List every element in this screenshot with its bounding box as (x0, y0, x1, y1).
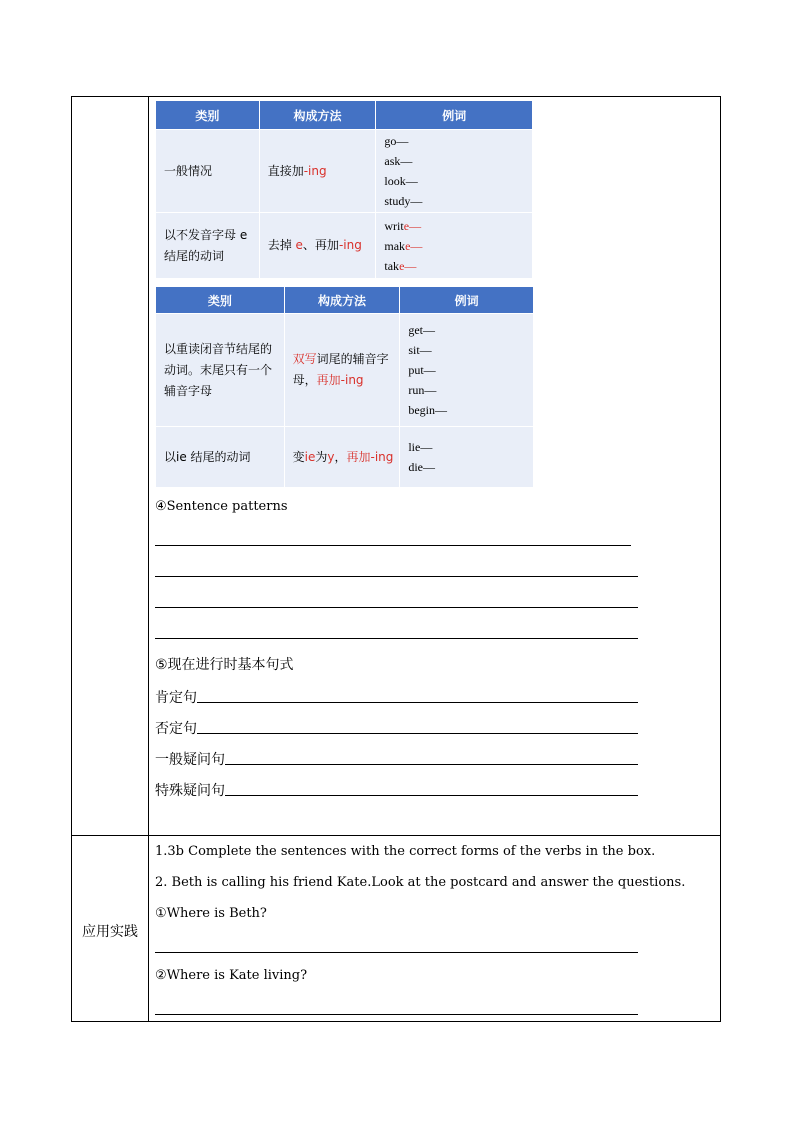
answer-line[interactable] (155, 545, 631, 546)
example-word (384, 171, 532, 191)
row-divider (72, 835, 720, 836)
example-stem: die (408, 460, 423, 474)
answer-line[interactable] (155, 607, 638, 608)
exercise-2: 2. Beth is calling his friend Kate.Look at the postcard and answer the questions. (155, 875, 686, 890)
example-dash: — (405, 174, 418, 188)
general-question-label: 一般疑问句 (155, 752, 225, 768)
example-word (408, 340, 533, 360)
category-cell: 一般情况 (156, 130, 260, 213)
negative-answer-line[interactable] (197, 733, 638, 734)
table-row (156, 130, 533, 213)
example-dash: — (409, 218, 422, 233)
example-dash: — (424, 383, 437, 397)
table-row (156, 314, 534, 427)
method-text: 去掉 (267, 238, 296, 252)
method-text: 直接加 (267, 163, 304, 178)
example-dash: — (396, 134, 409, 148)
example-word (408, 320, 533, 340)
example-stem: go (384, 134, 397, 148)
example-word (384, 256, 532, 276)
method-text: 变 (292, 449, 305, 464)
example-word (408, 400, 533, 420)
sentence-patterns-heading: ④Sentence patterns (155, 499, 288, 514)
category-cell: 以不发音字母 e 结尾的动词 (156, 213, 260, 279)
example-dash: — (420, 440, 433, 454)
example-stem: get (408, 323, 423, 337)
example-word (408, 360, 533, 380)
affirmative-label: 肯定句 (155, 690, 197, 706)
method-text: 再加-ing (346, 449, 394, 464)
ing-rules-table-2 (155, 286, 534, 488)
example-word (408, 457, 533, 477)
examples-cell (400, 427, 534, 488)
table-row (156, 427, 534, 488)
example-dash: — (435, 403, 447, 417)
method-cell (259, 130, 376, 213)
column-divider (148, 97, 149, 1021)
answer-line[interactable] (155, 576, 638, 577)
example-ending: e (405, 238, 411, 253)
example-stem: ask (384, 154, 401, 168)
exercise-1: 1.3b Complete the sentences with the correct forms of the verbs in the box. (155, 844, 656, 859)
header-examples: 例词 (376, 101, 533, 130)
general-question-answer-line[interactable] (225, 764, 638, 765)
question-1: ①Where is Beth? (155, 906, 267, 921)
answer-line[interactable] (155, 638, 638, 639)
example-dash: — (410, 238, 423, 253)
method-text: ie (304, 449, 316, 464)
example-dash: — (423, 323, 435, 337)
method-text: -ing (338, 238, 362, 252)
example-dash: — (423, 363, 436, 377)
question-2: ②Where is Kate living? (155, 968, 308, 983)
example-word (384, 131, 532, 151)
method-text: 、再加 (302, 238, 339, 252)
header-method: 构成方法 (259, 101, 376, 130)
header-category: 类别 (156, 287, 285, 314)
method-text: 再加-ing (316, 373, 364, 387)
basic-patterns-heading: ⑤现在进行时基本句式 (155, 657, 294, 673)
examples-cell (376, 213, 533, 279)
example-stem: run (408, 383, 425, 397)
example-stem: tak (384, 258, 400, 273)
header-examples: 例词 (400, 287, 534, 314)
example-stem: put (408, 363, 424, 377)
examples-cell (376, 130, 533, 213)
example-dash: — (404, 258, 417, 273)
header-method: 构成方法 (284, 287, 400, 314)
examples-cell (400, 314, 534, 427)
negative-label: 否定句 (155, 721, 197, 737)
example-dash: — (410, 194, 423, 208)
example-stem: study (384, 194, 411, 208)
example-word (384, 236, 532, 256)
example-word (408, 437, 533, 457)
category-cell: 以ie 结尾的动词 (156, 427, 285, 488)
affirmative-answer-line[interactable] (197, 702, 638, 703)
method-cell (284, 314, 400, 427)
method-text: y (327, 449, 335, 464)
apply-practice-label: 应用实践 (82, 924, 138, 940)
example-stem: writ (384, 218, 404, 233)
example-word (384, 151, 532, 171)
method-cell (259, 213, 376, 279)
example-dash: — (419, 343, 432, 357)
question-1-answer-line[interactable] (155, 952, 638, 953)
method-text: ， (334, 449, 347, 464)
special-question-answer-line[interactable] (225, 795, 638, 796)
example-stem: mak (384, 238, 406, 253)
example-word (384, 216, 532, 236)
special-question-label: 特殊疑问句 (155, 783, 225, 799)
method-text: e (295, 238, 303, 252)
table-row (156, 213, 533, 279)
example-ending: e (403, 218, 410, 233)
method-cell (284, 427, 400, 488)
category-cell: 以重读闭音节结尾的动词。末尾只有一个辅音字母 (156, 314, 285, 427)
example-stem: look (384, 174, 406, 188)
example-word (408, 380, 533, 400)
example-dash: — (423, 460, 435, 474)
example-stem: lie (408, 440, 421, 454)
example-dash: — (400, 154, 413, 168)
method-text: -ing (303, 163, 327, 178)
example-stem: sit (408, 343, 420, 357)
method-text: 词尾的辅音字母， (292, 352, 389, 387)
method-text: 双写 (292, 352, 317, 366)
method-text: 为 (315, 449, 328, 464)
example-stem: begin (408, 403, 435, 417)
question-2-answer-line[interactable] (155, 1014, 638, 1015)
header-category: 类别 (156, 101, 260, 130)
example-ending: e (399, 258, 405, 273)
ing-rules-table-1 (155, 100, 533, 279)
example-word (384, 191, 532, 211)
